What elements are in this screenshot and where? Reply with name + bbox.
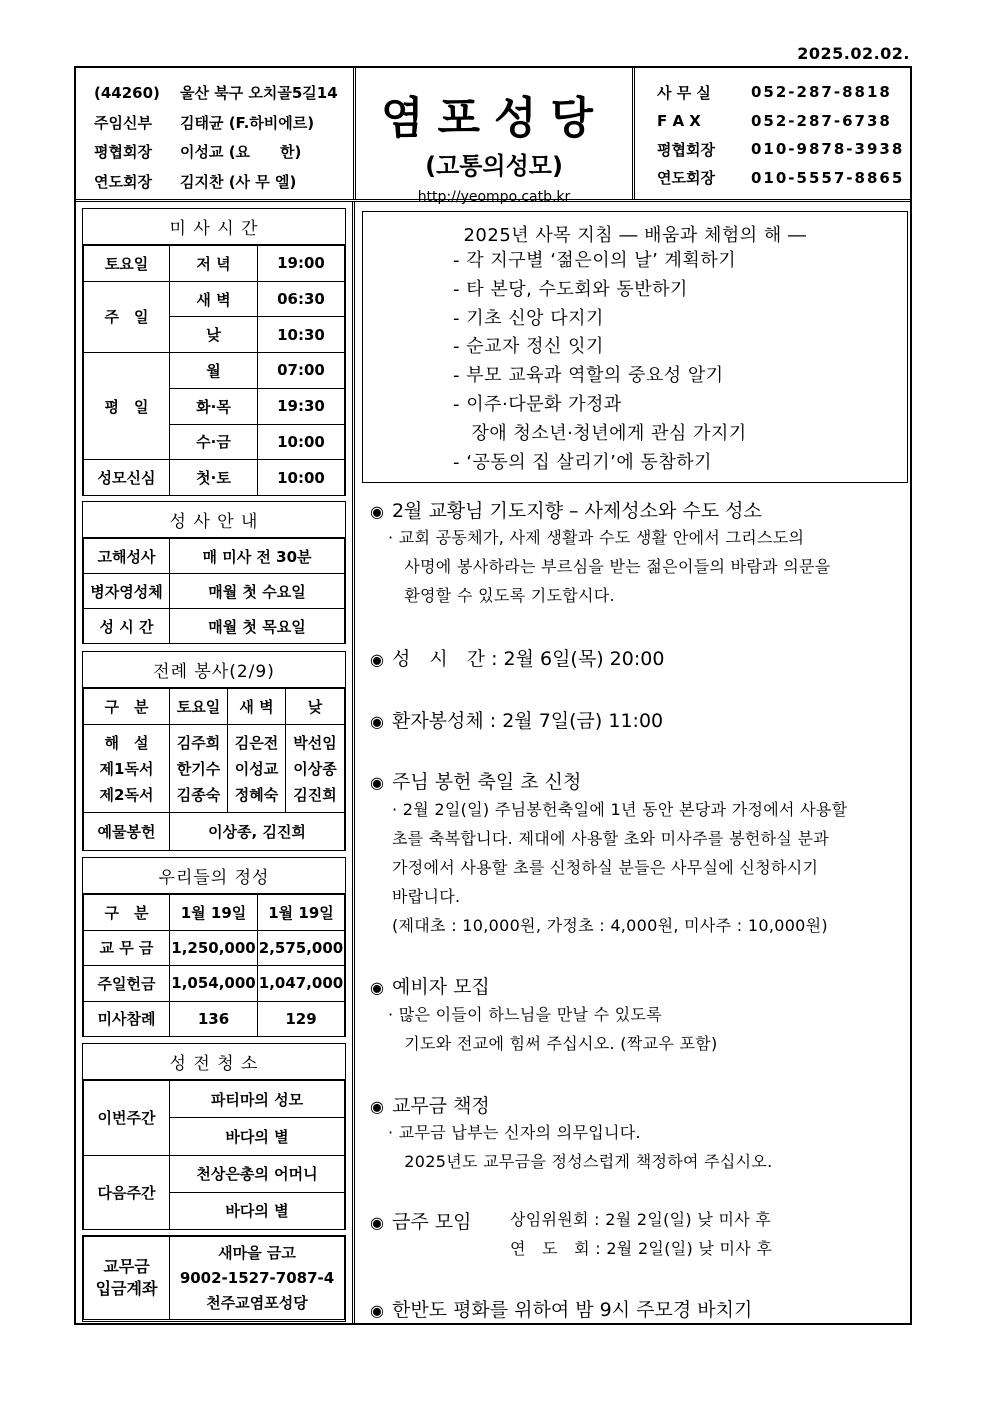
- notice-line: · 2월 2일(일) 주님봉헌축일에 1년 동안 본당과 가정에서 사용할: [392, 800, 848, 819]
- bullet-icon: ◉: [370, 1213, 384, 1232]
- bullet-icon: ◉: [370, 650, 384, 669]
- cleaning-box: [82, 1043, 346, 1230]
- pastoral-item: - ‘공동의 집 살리기’에 동참하기: [453, 451, 712, 473]
- meeting-line: 상임위원회 : 2월 2일(일) 낮 미사 후: [510, 1210, 772, 1229]
- cleaning-group: 천상은총의 어머니: [170, 1155, 345, 1192]
- sacrament-value: 매월 첫 수요일: [170, 574, 345, 609]
- pastoral-item: - 기초 신앙 다지기: [453, 307, 604, 329]
- council-name: 이성교 (요 한): [180, 143, 302, 162]
- liturgy-server: 정혜숙: [234, 785, 279, 804]
- contrib-value: 129: [258, 1001, 345, 1037]
- contributions-box: [82, 857, 346, 1037]
- meeting-line: 연 도 회 : 2월 2일(일) 낮 미사 후: [510, 1239, 773, 1258]
- notice-holy-hour: [370, 644, 664, 671]
- notice-line: · 교무금 납부는 신자의 의무입니다.: [388, 1123, 641, 1142]
- mass-times-box: [82, 208, 346, 496]
- cleaning-group: 바다의 별: [170, 1118, 345, 1155]
- notice-line: (제대초 : 10,000원, 가정초 : 4,000원, 미사주 : 10,000원): [392, 916, 828, 935]
- notice-line: 2025년도 교무금을 정성스럽게 책정하여 주십시오.: [388, 1152, 773, 1171]
- sacrament-value: 매 미사 전 30분: [170, 539, 345, 574]
- mass-time: 10:00: [258, 460, 345, 496]
- notice-candle: [370, 767, 581, 794]
- cleaning-table: [83, 1080, 345, 1230]
- pastoral-item: - 순교자 정신 잇기: [453, 336, 604, 358]
- notice-meetings: [370, 1207, 471, 1234]
- cleaning-group: 바다의 별: [170, 1192, 345, 1229]
- liturgy-head: 구 분: [84, 689, 170, 725]
- account-bank: 새마을 금고: [218, 1243, 296, 1262]
- cleaning-title: 성 전 청 소: [83, 1044, 345, 1080]
- sacrament-title: 성 사 안 내: [83, 502, 345, 538]
- notice-title: 환자봉성체 : 2월 7일(금) 11:00: [391, 710, 664, 732]
- account-label: 입금계좌: [95, 1279, 158, 1298]
- contrib-value: 1,047,000: [258, 966, 345, 1002]
- sacrament-label: 고해성사: [84, 539, 170, 574]
- pastoral-title: 2025년 사목 지침 ― 배움과 체험의 해 ―: [463, 225, 807, 246]
- contrib-label: 미사참례: [84, 1001, 170, 1037]
- liturgy-head: 낮: [286, 689, 345, 725]
- mass-day: 평 일: [84, 353, 170, 460]
- mass-times-table: [83, 245, 345, 496]
- mass-time: 19:30: [258, 388, 345, 424]
- mass-name: 저 녁: [170, 246, 258, 282]
- contributions-title: 우리들의 정성: [83, 858, 345, 894]
- notice-body: [388, 1118, 773, 1176]
- liturgy-title: 전례 봉사(2/9): [83, 652, 345, 688]
- offering-value: 이상종, 김진희: [170, 813, 345, 851]
- church-title-block: [356, 68, 632, 205]
- notice-title: 성 시 간 : 2월 6일(목) 20:00: [391, 648, 665, 670]
- meeting-list: [510, 1205, 772, 1263]
- account-label: 교무금: [103, 1257, 150, 1276]
- offering-label: 예물봉헌: [84, 813, 170, 851]
- pastoral-item: - 부모 교육과 역할의 중요성 알기: [453, 365, 724, 387]
- liturgy-server: 한기수: [176, 759, 221, 778]
- notice-line: 기도와 전교에 힘써 주십시오. (짝교우 포함): [388, 1034, 718, 1053]
- mass-times-title: 미 사 시 간: [83, 209, 345, 245]
- contrib-head: 구 분: [84, 895, 170, 931]
- notice-peace: [370, 1295, 752, 1322]
- notice-body: [388, 1000, 718, 1058]
- council-phone-label: 평협회장: [657, 140, 715, 159]
- mass-name: 월: [170, 353, 258, 389]
- column-divider: [352, 202, 355, 1323]
- liturgy-table: [83, 688, 345, 851]
- header: [76, 68, 910, 205]
- contrib-label: 교 무 금: [84, 930, 170, 966]
- account-holder: 천주교염포성당: [206, 1293, 308, 1312]
- liturgy-server: 김종숙: [176, 785, 221, 804]
- sacrament-box: [82, 501, 346, 644]
- notice-prayer-intention: [370, 496, 762, 523]
- mass-day: 토요일: [84, 246, 170, 282]
- liturgy-server: 김주희: [176, 733, 221, 752]
- pastoral-guidelines-box: [362, 211, 908, 483]
- notice-title: 교무금 책정: [391, 1095, 490, 1117]
- yeondo-phone: 010-5557-8865: [751, 168, 905, 187]
- liturgy-server: 박선임: [293, 733, 337, 752]
- notice-title: 주님 봉헌 축일 초 신청: [391, 771, 582, 793]
- bulletin-frame: [74, 66, 912, 1325]
- notice-sick-communion: [370, 706, 663, 733]
- mass-time: 10:30: [258, 317, 345, 353]
- mass-name: 낮: [170, 317, 258, 353]
- cleaning-group: 파티마의 성모: [170, 1081, 345, 1118]
- contrib-label: 주일헌금: [84, 966, 170, 1002]
- office-phone: 052-287-8818: [751, 83, 892, 102]
- issue-date: 2025.02.02.: [797, 44, 910, 63]
- liturgy-head: 토요일: [170, 689, 228, 725]
- mass-time: 06:30: [258, 281, 345, 317]
- council-label: 평협회장: [94, 143, 152, 162]
- sacrament-label: 병자영성체: [84, 574, 170, 609]
- contrib-head: 1월 19일: [258, 895, 345, 931]
- mass-name: 수·금: [170, 424, 258, 460]
- liturgy-server: 김진희: [293, 785, 337, 804]
- sacrament-value: 매월 첫 목요일: [170, 609, 345, 644]
- notice-line: · 많은 이들이 하느님을 만날 수 있도록: [388, 1005, 663, 1024]
- liturgy-role: 제2독서: [99, 785, 154, 804]
- address: 울산 북구 오치골5길14: [180, 84, 338, 103]
- liturgy-server: 이성교: [234, 759, 279, 778]
- notice-title: 한반도 평화를 위하여 밤 9시 주모경 바치기: [391, 1299, 753, 1321]
- notice-title: 예비자 모집: [391, 976, 490, 998]
- church-url[interactable]: http://yeompo.catb.kr: [417, 189, 571, 205]
- bullet-icon: ◉: [370, 712, 384, 731]
- church-name: 염포성당: [380, 93, 607, 144]
- pastoral-item: - 타 본당, 수도회와 동반하기: [453, 278, 688, 300]
- contrib-value: 2,575,000: [258, 930, 345, 966]
- yeondo-label: 연도회장: [94, 172, 152, 191]
- church-subtitle: (고통의성모): [425, 152, 563, 180]
- fax-number: 052-287-6738: [751, 111, 892, 130]
- pastor-name: 김태균 (F.하비에르): [180, 113, 315, 132]
- contrib-head: 1월 19일: [170, 895, 258, 931]
- liturgy-role: 제1독서: [99, 759, 154, 778]
- notice-line: · 교회 공동체가, 사제 생활과 수도 생활 안에서 그리스도의: [388, 528, 805, 547]
- notice-line: 환영할 수 있도록 기도합시다.: [388, 586, 615, 605]
- mass-day: 성모신심: [84, 460, 170, 496]
- contrib-value: 1,054,000: [170, 966, 258, 1002]
- account-box: [82, 1235, 346, 1322]
- notice-catechumen: [370, 972, 490, 999]
- account-table: [83, 1236, 345, 1320]
- liturgy-role: 해 설: [104, 733, 149, 752]
- mass-name: 첫·토: [170, 460, 258, 496]
- bullet-icon: ◉: [370, 502, 384, 521]
- council-phone: 010-9878-3938: [751, 140, 905, 159]
- bullet-icon: ◉: [370, 978, 384, 997]
- notice-body: [388, 523, 831, 610]
- sacrament-label: 성 시 간: [84, 609, 170, 644]
- contributions-table: [83, 894, 345, 1037]
- contrib-value: 136: [170, 1001, 258, 1037]
- notice-title: 2월 교황님 기도지향 – 사제성소와 수도 성소: [391, 500, 762, 522]
- cleaning-label: 이번주간: [84, 1081, 170, 1156]
- liturgy-server: 이상종: [293, 759, 337, 778]
- liturgy-head: 새 벽: [228, 689, 286, 725]
- notice-line: 바랍니다.: [392, 887, 461, 906]
- header-info: [76, 68, 356, 199]
- bullet-icon: ◉: [370, 1301, 384, 1320]
- yeondo-name: 김지찬 (사 무 엘): [180, 172, 297, 191]
- mass-name: 새 벽: [170, 281, 258, 317]
- mass-time: 07:00: [258, 353, 345, 389]
- contacts: [632, 68, 910, 199]
- notice-title: 금주 모임: [391, 1211, 472, 1233]
- liturgy-box: [82, 651, 346, 851]
- pastoral-item: - 각 지구별 ‘젊은이의 날’ 계획하기: [453, 250, 737, 271]
- pastor-label: 주임신부: [94, 113, 152, 132]
- liturgy-server: 김은전: [234, 733, 279, 752]
- account-number: 9002-1527-7087-4: [179, 1268, 335, 1287]
- bullet-icon: ◉: [370, 773, 384, 792]
- pastoral-item: 장애 청소년·청년에게 관심 가지기: [453, 422, 747, 444]
- notice-dues: [370, 1091, 490, 1118]
- mass-time: 10:00: [258, 424, 345, 460]
- notice-line: 초를 축복합니다. 제대에 사용할 초와 미사주를 봉헌하실 분과: [392, 829, 829, 848]
- sacrament-table: [83, 538, 345, 644]
- cleaning-label: 다음주간: [84, 1155, 170, 1230]
- mass-name: 화·목: [170, 388, 258, 424]
- postal-code: (44260): [94, 83, 160, 102]
- fax-label: F A X: [657, 111, 701, 130]
- notice-body: [392, 795, 847, 940]
- notice-line: 가정에서 사용할 초를 신청하실 분들은 사무실에 신청하시기: [392, 858, 819, 877]
- contrib-value: 1,250,000: [170, 930, 258, 966]
- mass-time: 19:00: [258, 246, 345, 282]
- mass-day: 주 일: [84, 281, 170, 352]
- bullet-icon: ◉: [370, 1097, 384, 1116]
- notice-line: 사명에 봉사하라는 부르심을 받는 젊은이들의 바람과 의문을: [388, 557, 831, 576]
- yeondo-phone-label: 연도회장: [657, 169, 715, 188]
- pastoral-item: - 이주·다문화 가정과: [453, 393, 622, 415]
- office-label: 사 무 실: [657, 83, 711, 102]
